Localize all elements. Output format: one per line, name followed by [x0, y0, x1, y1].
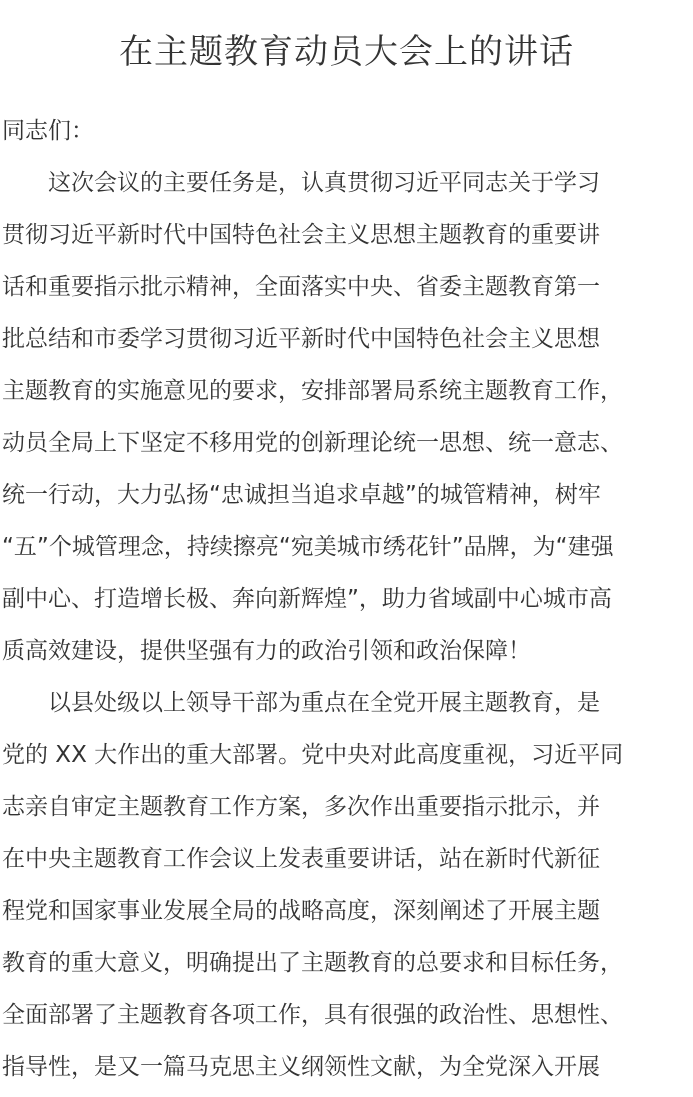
text-line: 以县处级以上领导干部为重点在全党开展主题教育，是	[2, 690, 600, 716]
text-line: 志亲自审定主题教育工作方案，多次作出重要指示批示，并	[2, 794, 600, 820]
text-line: 主题教育的实施意见的要求，安排部署局系统主题教育工作，	[2, 378, 623, 404]
text-line: 在中央主题教育工作会议上发表重要讲话，站在新时代新征	[2, 846, 600, 872]
document-title: 在主题教育动员大会上的讲话	[119, 32, 574, 72]
salutation-line: 同志们：	[2, 118, 94, 144]
text-line: 质高效建设，提供坚强有力的政治引领和政治保障！	[2, 638, 531, 664]
text-line: 指导性，是又一篇马克思主义纲领性文献，为全党深入开展	[2, 1054, 600, 1080]
text-line: 动员全局上下坚定不移用党的创新理论统一思想、统一意志、	[2, 430, 623, 456]
text-line: “五”个城管理念，持续擦亮“宛美城市绣花针”品牌，为“建强	[2, 534, 614, 560]
text-line: 副中心、打造增长极、奔向新辉煌”，助力省域副中心城市高	[2, 586, 612, 612]
text-line: 贯彻习近平新时代中国特色社会主义思想主题教育的重要讲	[2, 222, 600, 248]
text-line: 程党和国家事业发展全局的战略高度，深刻阐述了开展主题	[2, 898, 600, 924]
text-line: 全面部署了主题教育各项工作，具有很强的政治性、思想性、	[2, 1002, 623, 1028]
text-line: 教育的重大意义，明确提出了主题教育的总要求和目标任务，	[2, 950, 623, 976]
text-line: 统一行动，大力弘扬“忠诚担当追求卓越”的城管精神，树牢	[2, 482, 601, 508]
text-line: 话和重要指示批示精神，全面落实中央、省委主题教育第一	[2, 274, 600, 300]
text-line: 这次会议的主要任务是，认真贯彻习近平同志关于学习	[2, 170, 600, 196]
text-line: 批总结和市委学习贯彻习近平新时代中国特色社会主义思想	[2, 326, 600, 352]
text-line: 党的 XX 大作出的重大部署。党中央对此高度重视，习近平同	[2, 742, 624, 768]
